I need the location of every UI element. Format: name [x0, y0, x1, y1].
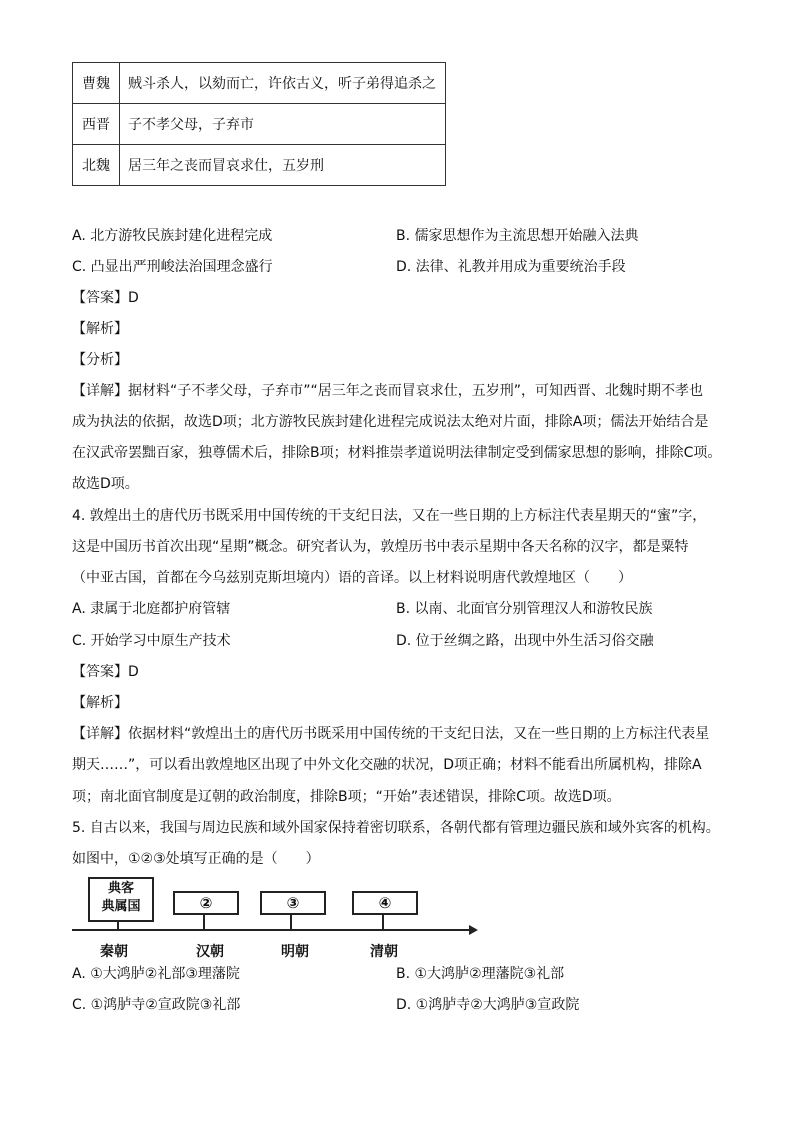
q4-option-c: C. 开始学习中原生产技术	[72, 633, 231, 649]
q3-detail-line: 成为执法的依据，故选D项；北方游牧民族封建化进程完成说法太绝对片面，排除A项；儒法开始结合是	[72, 414, 709, 430]
table-cell-era: 曹魏	[73, 63, 120, 104]
box-blank-2: ②	[173, 891, 239, 915]
q5-option-a: A. ①大鸿胪②礼部③理藩院	[72, 966, 240, 982]
table-cell-text: 子不孝父母，子弃市	[120, 104, 446, 145]
table-cell-era: 西晋	[73, 104, 120, 145]
q5-stem-line: 如图中，①②③处填写正确的是（ ）	[72, 851, 320, 867]
q3-option-b: B. 儒家思想作为主流思想开始融入法典	[396, 228, 639, 244]
box-dianke-line2: 典属国	[101, 899, 141, 914]
timeline-stem	[290, 913, 292, 930]
q3-detail-line: 故选D项。	[72, 476, 139, 492]
q4-option-b: B. 以南、北面官分别管理汉人和游牧民族	[396, 601, 653, 617]
q5-option-b: B. ①大鸿胪②理藩院③礼部	[396, 966, 565, 982]
q3-detail-line: 【详解】据材料“子不孝父母，子弃市”“居三年之丧而冒哀求仕，五岁刑”，可知西晋、北魏时期不孝也	[72, 383, 704, 399]
era-label-qin: 秦朝	[100, 944, 128, 960]
q3-option-c: C. 凸显出严刑峻法治国理念盛行	[72, 259, 273, 275]
q4-option-d: D. 位于丝绸之路，出现中外生活习俗交融	[396, 633, 654, 649]
q4-stem-line: 这是中国历书首次出现“星期”概念。研究者认为，敦煌历书中表示星期中各天名称的汉字，都是粟特	[72, 539, 689, 555]
q3-fenxi-label: 【分析】	[72, 352, 128, 368]
q3-option-a: A. 北方游牧民族封建化进程完成	[72, 228, 273, 244]
q3-option-d: D. 法律、礼教并用成为重要统治手段	[396, 259, 626, 275]
q4-answer: 【答案】D	[72, 664, 139, 680]
era-label-han: 汉朝	[196, 944, 224, 960]
q4-detail-line: 【详解】依据材料“敦煌出土的唐代历书既采用中国传统的干支纪日法，又在一些日期的上方标注代表星	[72, 726, 710, 742]
q4-detail-line: 期天……”，可以看出敦煌地区出现了中外文化交融的状况，D项正确；材料不能看出所属机构，排除A	[72, 757, 702, 773]
era-label-ming: 明朝	[281, 944, 309, 960]
box-dianke	[88, 877, 154, 922]
q4-jiexi-label: 【解析】	[72, 695, 128, 711]
box-dianke-line1: 典客	[107, 881, 134, 896]
table-cell-text: 贼斗杀人，以劾而亡，许依古义，听子弟得追杀之	[120, 63, 446, 104]
q4-stem-line: （中亚古国，首都在今乌兹别克斯坦境内）语的音译。以上材料说明唐代敦煌地区（ ）	[72, 570, 632, 586]
q5-stem-line: 5. 自古以来，我国与周边民族和域外国家保持着密切联系，各朝代都有管理边疆民族和域外宾客的机构。	[72, 820, 720, 836]
table-row	[73, 63, 446, 104]
arrow-right-icon	[469, 925, 478, 935]
q3-answer: 【答案】D	[72, 290, 139, 306]
table-cell-text: 居三年之丧而冒哀求仕，五岁刑	[120, 145, 446, 186]
q3-detail-line: 在汉武帝罢黜百家，独尊儒术后，排除B项；材料推崇孝道说明法律制定受到儒家思想的影响，排除C项。	[72, 445, 722, 461]
table-row	[73, 104, 446, 145]
box-blank-3: ③	[260, 891, 326, 915]
timeline-stem	[203, 913, 205, 930]
timeline-axis	[72, 929, 472, 931]
table-cell-era: 北魏	[73, 145, 120, 186]
law-table	[72, 62, 446, 186]
q3-jiexi-label: 【解析】	[72, 321, 128, 337]
era-label-qing: 清朝	[370, 944, 398, 960]
timeline-stem	[382, 913, 384, 930]
q4-option-a: A. 隶属于北庭都护府管辖	[72, 601, 231, 617]
q5-option-d: D. ①鸿胪寺②大鸿胪③宣政院	[396, 997, 580, 1013]
q4-stem-line: 4. 敦煌出土的唐代历书既采用中国传统的干支纪日法，又在一些日期的上方标注代表星期天的“蜜”字，	[72, 508, 707, 524]
table-row	[73, 145, 446, 186]
q4-detail-line: 项；南北面官制度是辽朝的政治制度，排除B项；“开始”表述错误，排除C项。故选D项。	[72, 789, 621, 805]
box-blank-4: ④	[352, 891, 418, 915]
q5-option-c: C. ①鸿胪寺②宣政院③礼部	[72, 997, 241, 1013]
